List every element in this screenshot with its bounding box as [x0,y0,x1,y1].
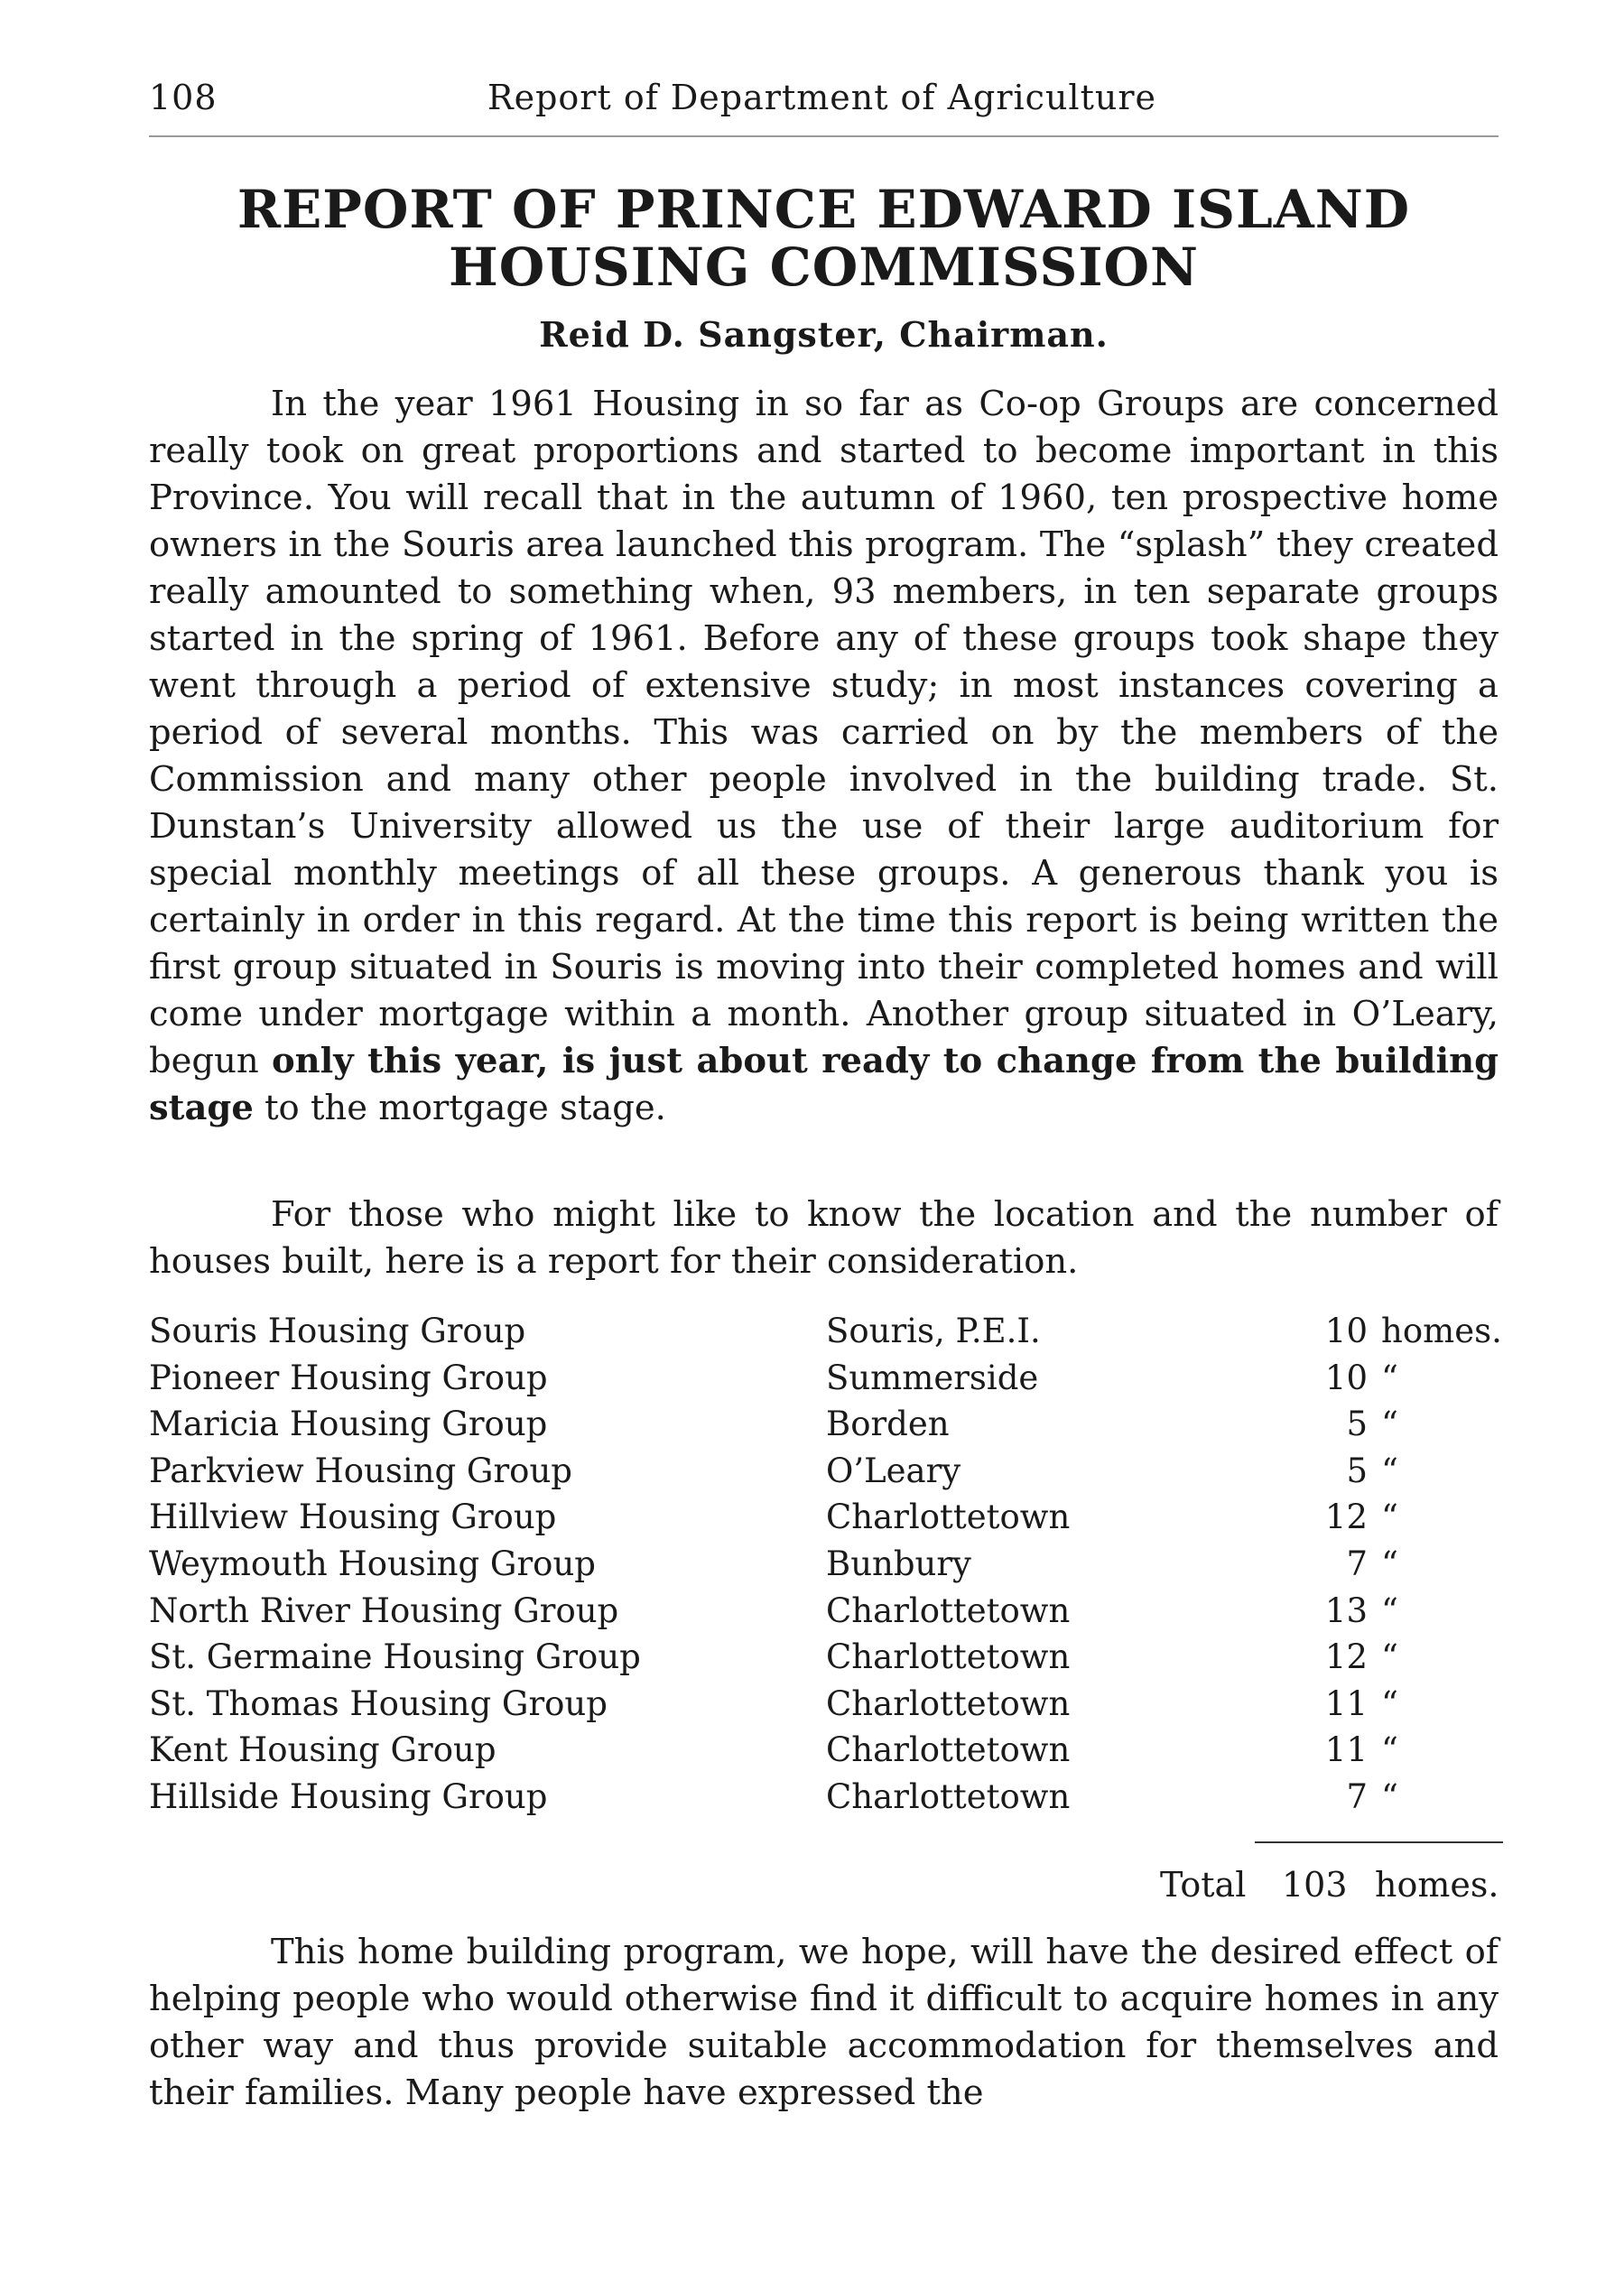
homes-unit: “ [1381,1683,1398,1723]
running-header [149,78,1499,123]
group-location: Charlottetown [826,1730,1071,1770]
paragraph-closing: This home building program, we hope, will have the desired effect of helping people who would otherwise find it difficult to acquire homes in any other way and thus provide suitable accommodation for themselves and their families. Many people have expressed the [149,1932,1499,2113]
table-row [149,1591,1508,1638]
homes-unit: “ [1381,1497,1398,1537]
report-title-line-1: REPORT OF PRINCE EDWARD ISLAND [237,179,1411,240]
homes-unit: “ [1381,1405,1398,1444]
table-row [149,1684,1508,1731]
report-title [149,181,1499,296]
table-row [149,1451,1508,1498]
group-name: Weymouth Housing Group [149,1544,596,1583]
homes-unit: “ [1381,1776,1398,1816]
group-name: Maricia Housing Group [149,1405,548,1444]
group-name: Hillview Housing Group [149,1497,557,1537]
group-name: Souris Housing Group [149,1312,526,1350]
report-title-line-2: HOUSING COMMISSION [448,236,1200,298]
paragraph-intro-end-text: to the mortgage stage. [253,1088,666,1128]
group-name: North River Housing Group [149,1590,619,1630]
group-location: Charlottetown [826,1776,1071,1816]
table-row [149,1312,1508,1358]
homes-count: 13 [1324,1590,1368,1630]
total-unit: homes. [1375,1865,1499,1905]
homes-count: 12 [1324,1497,1368,1537]
table-row [149,1730,1508,1777]
chairman-byline: Reid D. Sangster, Chairman. [539,314,1109,355]
table-row [149,1497,1508,1544]
homes-count: 10 [1324,1312,1368,1350]
total-label: Total [1160,1865,1247,1905]
homes-unit: “ [1381,1637,1398,1677]
group-name: St. Germaine Housing Group [149,1637,641,1677]
homes-count: 5 [1346,1451,1368,1490]
table-row [149,1544,1508,1591]
group-location: Charlottetown [826,1683,1071,1723]
group-name: Kent Housing Group [149,1730,496,1770]
group-location: Charlottetown [826,1637,1071,1677]
group-location: Charlottetown [826,1497,1071,1537]
homes-count: 12 [1324,1637,1368,1677]
homes-unit: “ [1381,1544,1398,1583]
group-name: St. Thomas Housing Group [149,1683,608,1723]
total-rule [1255,1841,1503,1843]
homes-count: 7 [1346,1776,1368,1816]
paragraph-table-intro: For those who might like to know the location and the number of houses built, here is a report for their consideration. [149,1194,1499,1282]
homes-count: 11 [1324,1730,1368,1770]
paragraph-intro [149,381,1499,1132]
group-name: Parkview Housing Group [149,1451,572,1490]
homes-unit: homes. [1381,1312,1502,1350]
group-location: O’Leary [826,1451,961,1490]
paragraph-intro-text: In the year 1961 Housing in so far as Co-op Groups are concerned really took on great proportions and started to become important in this Province. You will recall that in the autumn of 1960, ten prospective home owners in the Souris area launched this program. The “splash” they created really amounted to something when, 93 members, in ten separate groups started in the spring of 1961. Before any of these groups took shape they went through a period of extensive study; in most instances covering a period of several months. This was carried on by the members of the Commission and many other people involved in the building trade. St. Dunstan’s University allowed us the use of their large auditorium for special monthly meetings of all these groups. A generous thank you is certainly in order in this regard. At the time this report is being written the first group situated in Souris is moving into their completed homes and will come under mortgage within a month. Another group situated in O’Leary, begun [149,384,1499,1081]
running-title: Report of Department of Agriculture [487,78,1156,117]
group-location: Borden [826,1405,950,1444]
housing-groups-table [149,1312,1508,1824]
homes-unit: “ [1381,1358,1398,1397]
homes-unit: “ [1381,1451,1398,1490]
table-row [149,1777,1508,1824]
homes-unit: “ [1381,1730,1398,1770]
homes-unit: “ [1381,1590,1398,1630]
group-name: Hillside Housing Group [149,1776,548,1816]
homes-count: 11 [1324,1683,1368,1723]
group-location: Summerside [826,1358,1039,1397]
group-location: Souris, P.E.I. [826,1312,1041,1350]
homes-count: 5 [1346,1405,1368,1444]
total-value: 103 [1282,1865,1348,1905]
table-row [149,1358,1508,1405]
header-rule [149,135,1499,137]
page-number: 108 [149,78,218,117]
group-location: Bunbury [826,1544,971,1583]
paragraph-intro-bold-text: only this year, is just about ready to change from the building stage [149,1041,1499,1128]
table-row [149,1637,1508,1684]
table-row [149,1405,1508,1451]
group-name: Pioneer Housing Group [149,1358,548,1397]
homes-count: 7 [1346,1544,1368,1583]
homes-count: 10 [1324,1358,1368,1397]
group-location: Charlottetown [826,1590,1071,1630]
